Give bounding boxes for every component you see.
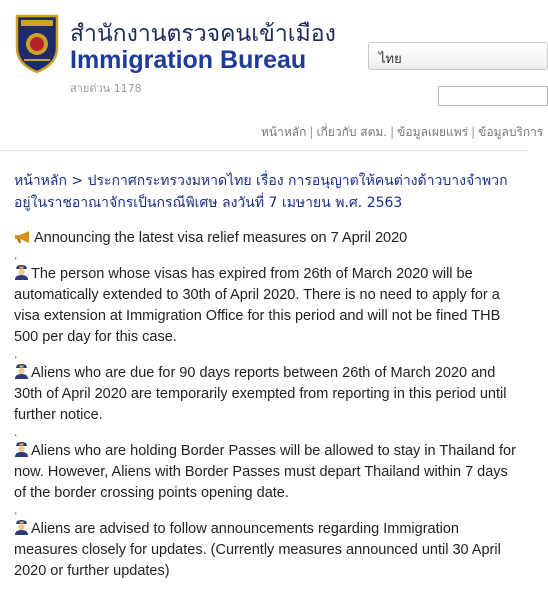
announcement-item-4	[14, 519, 519, 582]
dot-separator: .	[14, 248, 18, 262]
announcement-item-3	[14, 441, 519, 504]
police-officer-icon	[14, 441, 29, 457]
hotline-text: สายด่วน 1178	[70, 82, 142, 95]
breadcrumb	[14, 170, 519, 214]
police-officer-icon	[14, 363, 29, 379]
announcement-item-text: Aliens who are holding Border Passes will be allowed to stay in Thailand for now. However, Aliens with Border Passes must depart Thailand within 7 days of the border crossing points opening date.	[14, 443, 516, 501]
nav-item-home[interactable]: หน้าหลัก	[261, 125, 307, 139]
breadcrumb-current: ประกาศกระทรวงมหาดไทย เรื่อง การอนุญาตให้คนต่างด้าวบางจำพวกอยู่ในราชอาณาจักรเป็นกรณีพิเศษ ลงวันที่ 7 เมษายน พ.ศ. 2563	[14, 173, 508, 211]
nav-separator: |	[390, 125, 395, 139]
announcement-headline	[14, 228, 519, 249]
dot-separator: .	[14, 425, 18, 439]
nav-item-about[interactable]: เกี่ยวกับ สตม.	[316, 125, 388, 139]
announcement-item-text: Aliens are advised to follow announcements regarding Immigration measures closely for updates. (Currently measures announced until 30 April 2020 or further updates)	[14, 521, 501, 579]
announcement-content	[14, 228, 519, 582]
header-divider	[0, 150, 529, 151]
site-title-thai: สำนักงานตรวจคนเข้าเมือง	[70, 21, 336, 47]
search-input[interactable]	[438, 86, 548, 106]
dot-separator: .	[14, 347, 18, 361]
site-header	[0, 0, 544, 150]
megaphone-icon	[14, 231, 32, 243]
police-officer-icon	[14, 519, 29, 535]
breadcrumb-home-link[interactable]: หน้าหลัก	[14, 173, 67, 189]
nav-item-services[interactable]: ข้อมูลบริการ	[478, 125, 544, 139]
top-navigation	[261, 123, 543, 142]
announcement-item-text: Aliens who are due for 90 days reports between 26th of March 2020 and 30th of April 2020 are temporarily exempted from reporting in this period until further notice.	[14, 365, 507, 423]
breadcrumb-arrow: >	[71, 173, 84, 189]
nav-separator: |	[471, 125, 476, 139]
announcement-item-1	[14, 264, 519, 348]
nav-separator: |	[309, 125, 314, 139]
announcement-headline-text: Announcing the latest visa relief measures on 7 April 2020	[34, 230, 408, 246]
dot-separator: .	[14, 503, 18, 517]
nav-item-publications[interactable]: ข้อมูลเผยแพร่	[397, 125, 469, 139]
announcement-item-text: The person whose visas has expired from 26th of March 2020 will be automatically extended to 30th of April 2020. There is no need to apply for a visa extension at Immigration Office for this period and will not be fined THB 500 per day for this case.	[14, 266, 501, 345]
royal-thai-police-badge-icon[interactable]	[14, 12, 60, 74]
site-title-english: Immigration Bureau	[70, 46, 307, 74]
police-officer-icon	[14, 264, 29, 280]
announcement-item-2	[14, 363, 519, 426]
language-select[interactable]: ไทย	[368, 42, 548, 70]
